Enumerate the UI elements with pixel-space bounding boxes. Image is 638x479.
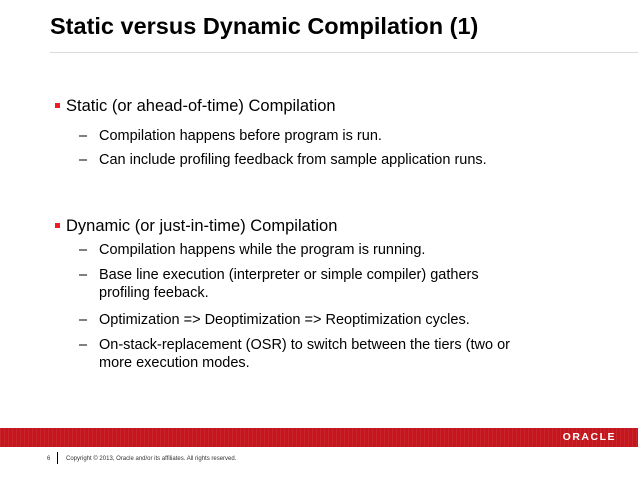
slide-title: Static versus Dynamic Compilation (1) bbox=[50, 13, 479, 39]
sub-item bbox=[79, 336, 510, 372]
footer-separator bbox=[57, 452, 58, 464]
oracle-logo: ORACLE bbox=[562, 431, 616, 443]
page-number: 6 bbox=[47, 456, 51, 462]
bullet-label: Dynamic (or just-in-time) Compilation bbox=[66, 217, 338, 235]
copyright-notice: Copyright © 2013, Oracle and/or its affiliates. All rights reserved. bbox=[66, 456, 237, 462]
sub-item bbox=[79, 151, 487, 169]
square-bullet-icon bbox=[55, 103, 60, 108]
sub-item-text: On-stack-replacement (OSR) to switch between the tiers (two or bbox=[99, 337, 510, 353]
dash-marker: – bbox=[79, 128, 88, 144]
bullet-label: Static (or ahead-of-time) Compilation bbox=[66, 97, 336, 115]
dash-marker: – bbox=[79, 267, 88, 283]
sub-item-text: Optimization => Deoptimization => Reoptimization cycles. bbox=[99, 312, 470, 328]
sub-item-text: Compilation happens before program is run. bbox=[99, 128, 382, 144]
title-divider bbox=[50, 52, 638, 53]
bullet-dynamic-compilation bbox=[55, 216, 337, 236]
sub-item-text-continued: profiling feeback. bbox=[99, 285, 209, 301]
dash-marker: – bbox=[79, 152, 88, 168]
dash-marker: – bbox=[79, 242, 88, 258]
dash-marker: – bbox=[79, 337, 88, 353]
sub-item-text-continued: more execution modes. bbox=[99, 355, 250, 371]
sub-item bbox=[79, 266, 479, 302]
sub-item-text: Base line execution (interpreter or simple compiler) gathers bbox=[99, 267, 479, 283]
footer-band bbox=[0, 428, 638, 447]
dash-marker: – bbox=[79, 312, 88, 328]
bullet-static-compilation bbox=[55, 96, 336, 116]
sub-item-text: Can include profiling feedback from sample application runs. bbox=[99, 152, 487, 168]
sub-item bbox=[79, 241, 425, 259]
sub-item-text: Compilation happens while the program is running. bbox=[99, 242, 426, 258]
square-bullet-icon bbox=[55, 223, 60, 228]
sub-item bbox=[79, 311, 470, 329]
sub-item bbox=[79, 127, 382, 145]
